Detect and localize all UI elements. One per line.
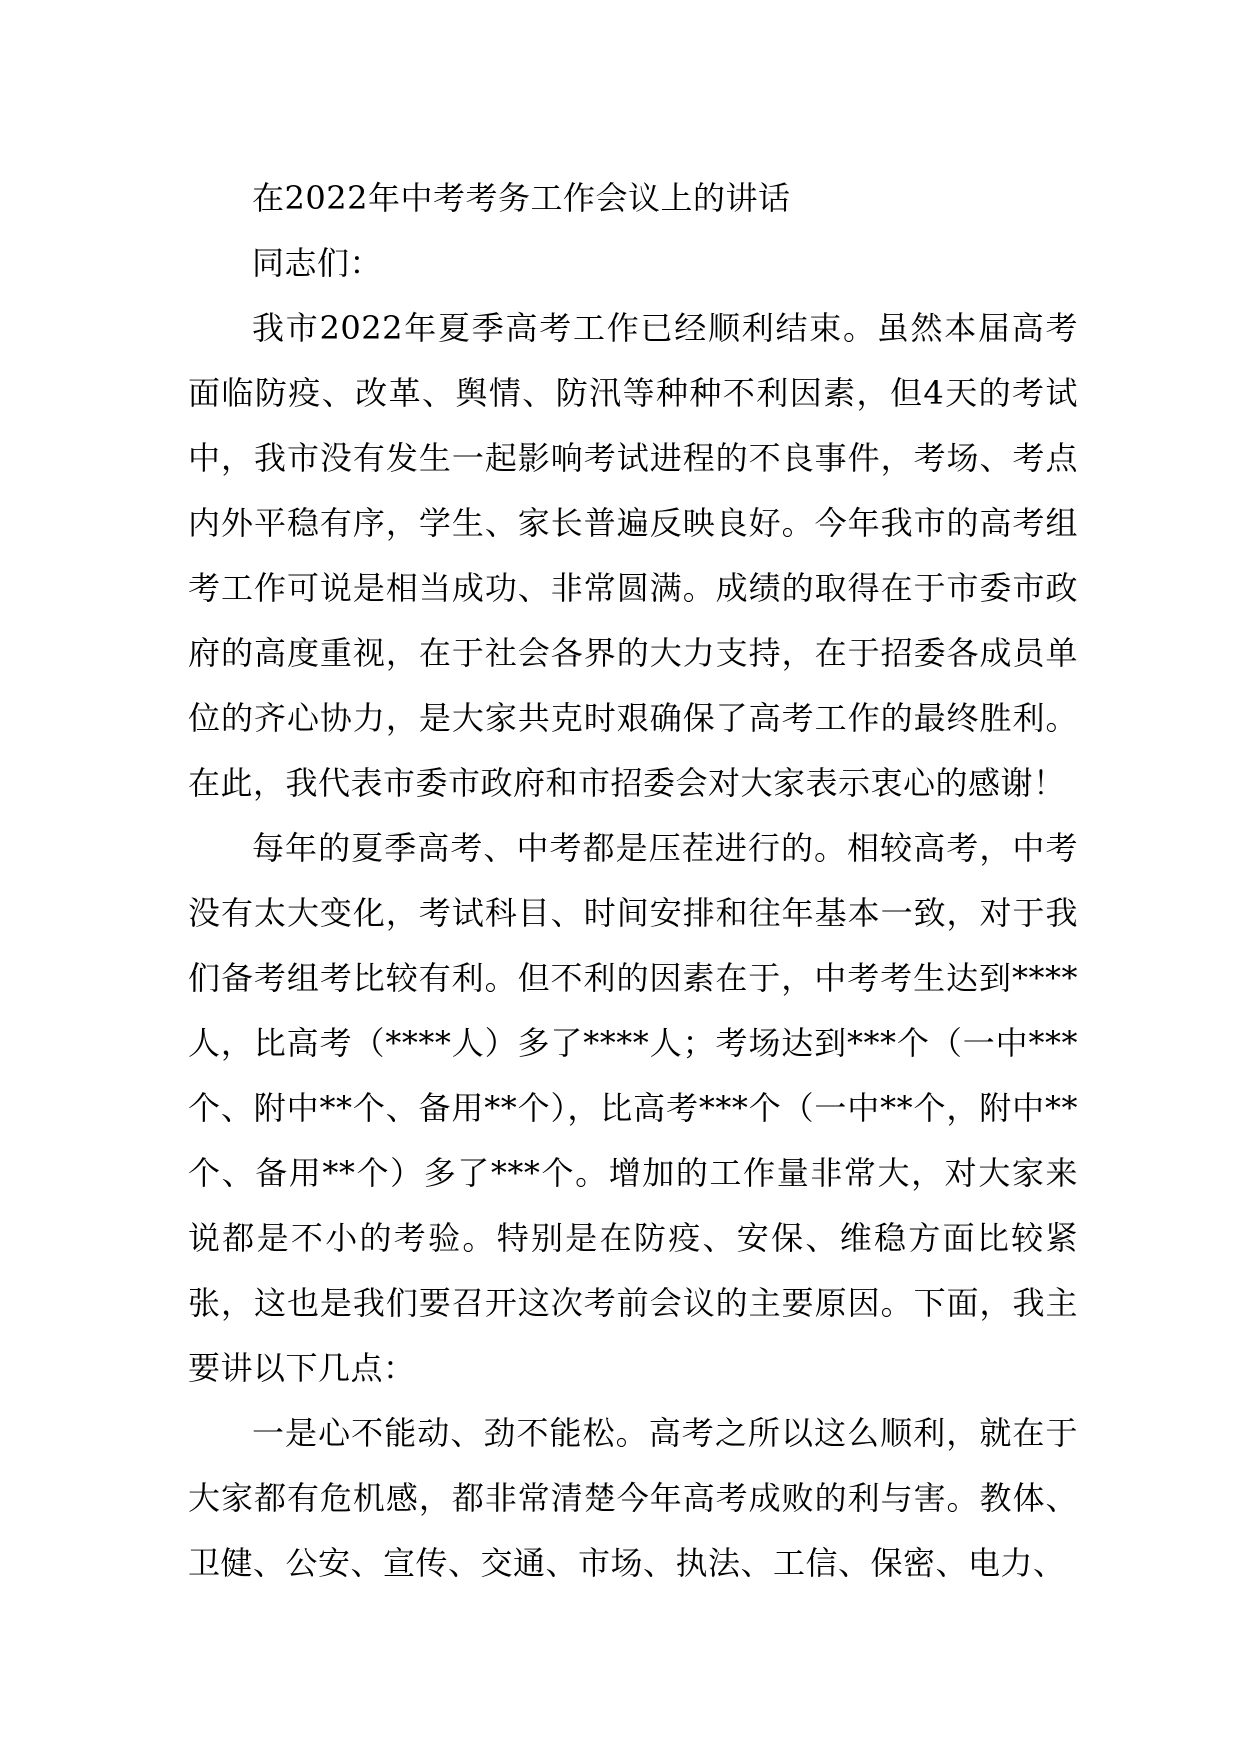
document-title: 在2022年中考考务工作会议上的讲话 [252,179,791,217]
document-body [188,166,1078,1596]
paragraph-1: 我市2022年夏季高考工作已经顺利结束。虽然本届高考面临防疫、改革、舆情、防汛等种种不利因素，但4天的考试中，我市没有发生一起影响考试进程的不良事件，考场、考点内外平稳有序，学生、家长普遍反映良好。今年我市的高考组考工作可说是相当成功、非常圆满。成绩的取得在于市委市政府的高度重视，在于社会各界的大力支持，在于招委各成员单位的齐心协力，是大家共克时艰确保了高考工作的最终胜利。在此，我代表市委市政府和市招委会对大家表示衷心的感谢！ [188,309,1078,802]
paragraph-3: 一是心不能动、劲不能松。高考之所以这么顺利，就在于大家都有危机感，都非常清楚今年高考成败的利与害。教体、卫健、公安、宣传、交通、市场、执法、工信、保密、电力、 [188,1414,1078,1582]
salutation: 同志们： [252,244,383,282]
paragraph-2: 每年的夏季高考、中考都是压茬进行的。相较高考，中考没有太大变化，考试科目、时间安排和往年基本一致，对于我们备考组考比较有利。但不利的因素在于，中考考生达到****人，比高考（****人）多了****人；考场达到***个（一中***个、附中**个、备用**个），比高考***个（一中**个，附中**个、备用**个）多了***个。增加的工作量非常大，对大家来说都是不小的考验。特别是在防疫、安保、维稳方面比较紧张，这也是我们要召开这次考前会议的主要原因。下面，我主要讲以下几点： [188,829,1078,1387]
